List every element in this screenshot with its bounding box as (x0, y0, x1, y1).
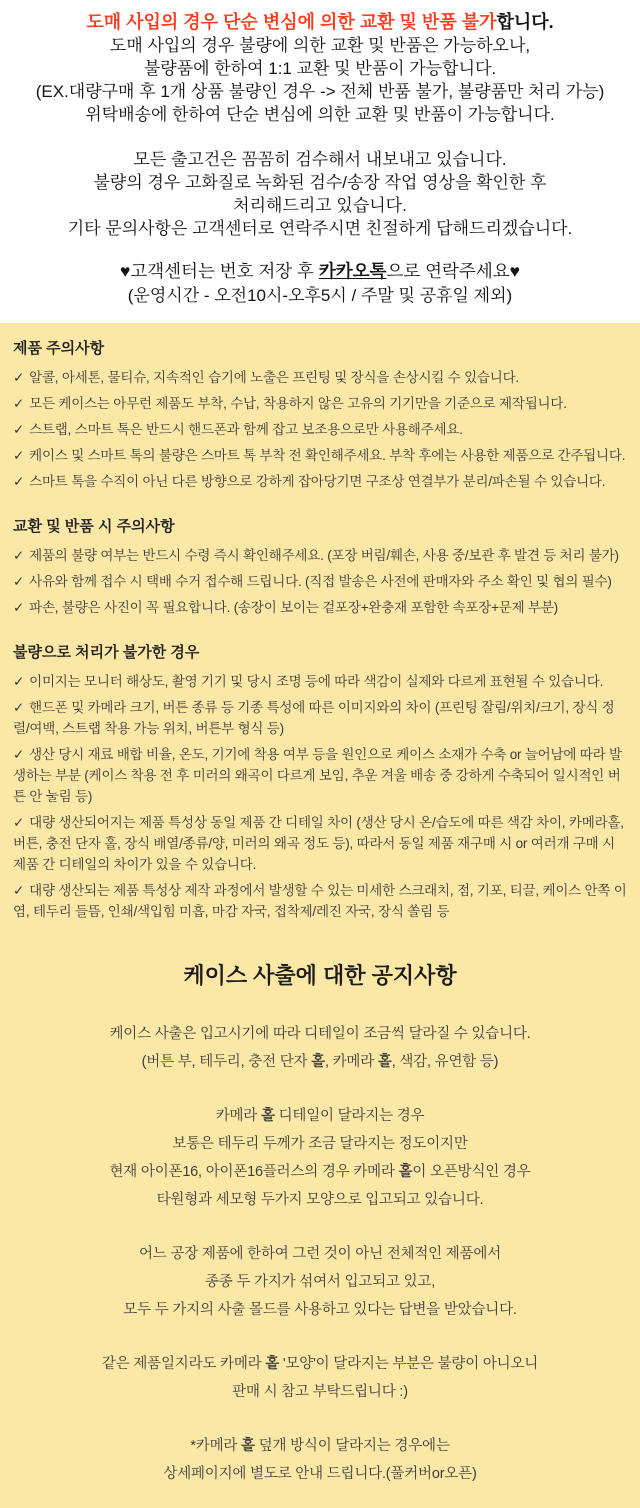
check-icon: ✓ (13, 448, 25, 463)
intro-line: 위탁배송에 한하여 단순 변심에 의한 교환 및 반품이 가능합니다. (85, 105, 555, 124)
contact-prefix: ♥고객센터는 번호 저장 후 (119, 261, 319, 281)
customer-center-contact (6, 258, 634, 308)
molding-line: 타원형과 세모형 두가지 모양으로 입고되고 있습니다. (156, 1192, 484, 1208)
caution-item (13, 545, 627, 566)
molding-line: 어느 공장 제품에 한하여 그런 것이 아닌 전체적인 제품에서 (139, 1246, 501, 1262)
caution-text: 생산 당시 재료 배합 비율, 온도, 기기에 착용 여부 등을 원인으로 케이스 소재가 수축 or 늘어남에 따라 발생하는 부분 (케이스 착용 전 후 미러의 왜곡이 다르게 보임, 추운 겨울 배송 중 강하게 수축되어 일시적인 버튼 안 눌림 등) (13, 747, 622, 804)
molding-line: 상세페이지에 별도로 안내 드립니다.(풀커버or오픈) (163, 1466, 477, 1482)
caution-item (13, 812, 627, 875)
inspection-line: 기타 문의사항은 고객센터로 연락주시면 친절하게 답해드리겠습니다. (67, 219, 573, 238)
headline-black-text: 합니다. (496, 12, 554, 32)
inspection-notice (6, 148, 634, 240)
section-title-product-cautions: 제품 주의사항 (13, 340, 105, 357)
caution-text: 모든 케이스는 아무런 제품도 부착, 수납, 착용하지 않은 고유의 기기만을 기준으로 제작됩니다. (29, 396, 567, 411)
caution-item (13, 571, 627, 592)
caution-text: 케이스 및 스마트 톡의 불량은 스마트 톡 부착 전 확인해주세요. 부착 후에는 사용한 제품으로 간주됩니다. (29, 448, 626, 463)
molding-paragraph (13, 1020, 627, 1076)
wholesale-return-notice (0, 0, 640, 308)
section-title-exchange-return-cautions: 교환 및 반품 시 주의사항 (13, 518, 175, 535)
caution-item (13, 393, 627, 414)
caution-item (13, 419, 627, 440)
caution-item (13, 880, 627, 922)
caution-item (13, 597, 627, 618)
molding-notice-title: 케이스 사출에 대한 공지사항 (183, 963, 457, 988)
molding-line: 모두 두 가지의 사출 몰드를 사용하고 있다는 답변을 받았습니다. (123, 1302, 517, 1318)
intro-line: (EX.대량구매 후 1개 상품 불량인 경우 -> 전체 반품 불가, 불량품만 처리 가능) (35, 82, 605, 101)
caution-text: 스마트 톡을 수직이 아닌 다른 방향으로 강하게 잡아당기면 구조상 연결부가 분리/파손될 수 있습니다. (29, 474, 606, 489)
check-icon: ✓ (13, 674, 25, 689)
inspection-line: 처리해드리고 있습니다. (233, 196, 407, 215)
molding-line: 현재 아이폰16, 아이폰16플러스의 경우 카메라 홀이 오픈방식인 경우 (109, 1164, 531, 1180)
caution-item (13, 367, 627, 388)
check-icon: ✓ (13, 600, 25, 615)
check-icon: ✓ (13, 747, 25, 762)
yellow-notice-panel (0, 323, 640, 1508)
molding-paragraph (13, 1240, 627, 1324)
caution-item (13, 671, 627, 692)
molding-line: 카메라 홀 디테일이 달라지는 경우 (215, 1108, 425, 1124)
molding-line: 종종 두 가지가 섞여서 입고되고 있고, (204, 1274, 436, 1290)
caution-text: 알콜, 아세톤, 물티슈, 지속적인 습기에 노출은 프린팅 및 장식을 손상시킬 수 있습니다. (29, 370, 519, 385)
kakaotalk-contact-line (6, 258, 634, 284)
intro-line: 불량품에 한하여 1:1 교환 및 반품이 가능합니다. (143, 59, 497, 78)
intro-line: 도매 사입의 경우 불량에 의한 교환 및 반품은 가능하오나, (109, 36, 531, 55)
caution-text: 파손, 불량은 사진이 꼭 필요합니다. (송장이 보이는 겉포장+완충재 포함한 속포장+문제 부분) (29, 600, 558, 615)
molding-line: 보통은 테두리 두께가 조금 달라지는 정도이지만 (172, 1136, 468, 1152)
headline (6, 11, 634, 34)
check-icon: ✓ (13, 396, 25, 411)
molding-paragraph (13, 1432, 627, 1488)
check-icon: ✓ (13, 815, 25, 830)
caution-text: 이미지는 모니터 해상도, 촬영 기기 및 당시 조명 등에 따라 색감이 실제와 다르게 표현될 수 있습니다. (29, 674, 604, 689)
caution-text: 사유와 함께 접수 시 택배 수거 접수해 드립니다. (직접 발송은 사전에 판매자와 주소 확인 및 협의 필수) (29, 574, 612, 589)
caution-item (13, 445, 627, 466)
molding-line: (버튼 부, 테두리, 충전 단자 홀, 카메라 홀, 색감, 유연함 등) (141, 1054, 499, 1070)
check-icon: ✓ (13, 422, 25, 437)
kakaotalk-emphasis: 카카오톡 (318, 261, 387, 281)
check-icon: ✓ (13, 370, 25, 385)
caution-item (13, 471, 627, 492)
check-icon: ✓ (13, 548, 25, 563)
business-hours: (운영시간 - 오전10시-오후5시 / 주말 및 공휴일 제외) (127, 286, 513, 305)
inspection-line: 모든 출고건은 꼼꼼히 검수해서 내보내고 있습니다. (133, 150, 507, 169)
caution-text: 스트랩, 스마트 톡은 반드시 핸드폰과 함께 잡고 보조용으로만 사용해주세요. (29, 422, 463, 437)
caution-item (13, 744, 627, 807)
molding-paragraph (13, 1102, 627, 1214)
molding-line: 케이스 사출은 입고시기에 따라 디테일이 조금씩 달라질 수 있습니다. (109, 1026, 531, 1042)
caution-text: 제품의 불량 여부는 반드시 수령 즉시 확인해주세요. (포장 버림/훼손, 사용 중/보관 후 발견 등 처리 불가) (29, 548, 619, 563)
caution-text: 대량 생산되는 제품 특성상 제작 과정에서 발생할 수 있는 미세한 스크래치, 점, 기포, 티끌, 케이스 안쪽 이염, 테두리 들뜸, 인쇄/색입힘 미흡, 마감 자국, 접착제/레진 자국, 장식 쏠림 등 (13, 883, 627, 919)
inspection-line: 불량의 경우 고화질로 녹화된 검수/송장 작업 영상을 확인한 후 (93, 173, 547, 192)
caution-text: 대량 생산되어지는 제품 특성상 동일 제품 간 디테일 차이 (생산 당시 온/습도에 따른 색감 차이, 카메라홀, 버튼, 충전 단자 홀, 장식 배열/종류/양, 미러의 왜곡 정도 등), 따라서 동일 제품 재구매 시 or 여러개 구매 시 제품 간 디테일의 차이가 있을 수 있습니다. (13, 815, 624, 872)
caution-text: 핸드폰 및 카메라 크기, 버튼 종류 등 기종 특성에 따른 이미지와의 차이 (프린팅 잘림/위치/크기, 장식 정렬/여백, 스트랩 착용 가능 위치, 버튼부 형식 등) (13, 700, 615, 736)
check-icon: ✓ (13, 883, 25, 898)
check-icon: ✓ (13, 474, 25, 489)
molding-line: *카메라 홀 덮개 방식이 달라지는 경우에는 (190, 1438, 450, 1454)
contact-suffix: 으로 연락주세요♥ (386, 261, 521, 281)
headline-red-text: 도매 사입의 경우 단순 변심에 의한 교환 및 반품 불가 (86, 12, 497, 32)
molding-line: 같은 제품일지라도 카메라 홀 '모양'이 달라지는 부분은 불량이 아니오니 (101, 1356, 539, 1372)
section-title-not-defective-cases: 불량으로 처리가 불가한 경우 (13, 644, 200, 661)
molding-paragraph (13, 1350, 627, 1406)
check-icon: ✓ (13, 700, 25, 715)
caution-item (13, 697, 627, 739)
molding-line: 판매 시 참고 부탁드립니다 :) (232, 1384, 408, 1400)
check-icon: ✓ (13, 574, 25, 589)
